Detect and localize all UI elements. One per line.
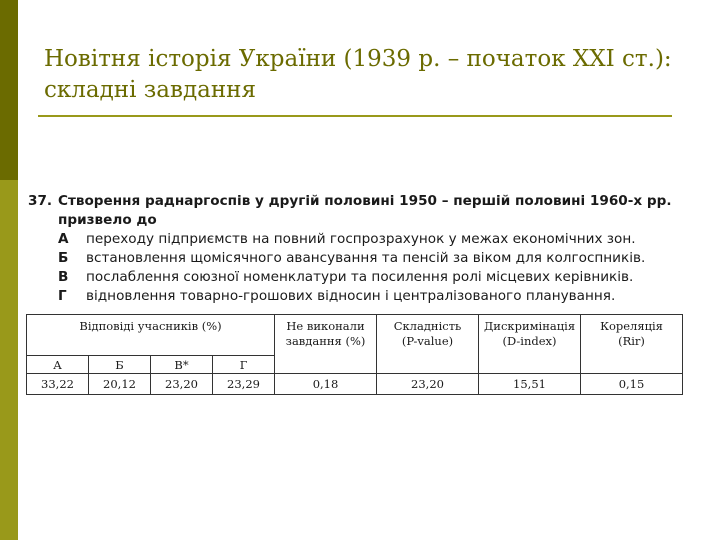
statistics-table — [26, 314, 683, 395]
question-stem-line-2: призвело до — [58, 212, 157, 228]
option-letter: Б — [58, 250, 69, 266]
answer-letter-cell: Б — [89, 356, 151, 374]
slide-title — [44, 44, 704, 106]
answer-value-cell: 20,12 — [89, 374, 151, 395]
option-text: встановлення щомісячного авансування та пенсій за віком для колгоспників. — [86, 250, 646, 266]
header-line: Кореляція — [600, 319, 663, 333]
correlation-value: 0,15 — [581, 374, 683, 395]
discrimination-header — [479, 315, 581, 374]
header-line: (D-index) — [502, 334, 557, 348]
discrimination-value: 15,51 — [479, 374, 581, 395]
title-divider — [38, 115, 672, 117]
header-line: (Rir) — [618, 334, 645, 348]
answer-option-v — [28, 268, 688, 287]
answer-letter-cell: Г — [213, 356, 275, 374]
answer-option-b — [28, 249, 688, 268]
question-stem-text: Створення раднаргоспів у другій половині 1950 – першій половині 1960-х рр. — [58, 193, 672, 209]
option-letter: А — [58, 231, 69, 247]
answer-letter-cell: А — [27, 356, 89, 374]
header-line: завдання (%) — [285, 334, 366, 348]
header-line: Не виконали — [286, 319, 365, 333]
option-text: переходу підприємств на повний госпрозрахунок у межах економічних зон. — [86, 231, 636, 247]
not-done-header — [275, 315, 377, 374]
not-done-value: 0,18 — [275, 374, 377, 395]
option-text: відновлення товарно-грошових відносин і централізованого планування. — [86, 288, 616, 304]
sidebar-accent-dark — [0, 0, 18, 180]
slide-title-line-1: Новітня історія України (1939 р. – початок ХХІ ст.): — [44, 46, 672, 72]
answer-letter-cell: В* — [151, 356, 213, 374]
answer-option-a — [28, 230, 688, 249]
question-number: 37. — [28, 193, 53, 209]
answer-option-g — [28, 287, 688, 306]
header-line: Складність — [393, 319, 462, 333]
correlation-header — [581, 315, 683, 374]
answers-header: Відповіді учасників (%) — [27, 315, 275, 356]
header-line: (P-value) — [401, 334, 454, 348]
answer-value-cell: 23,20 — [151, 374, 213, 395]
header-line: Дискримінація — [483, 319, 576, 333]
option-letter: В — [58, 269, 69, 285]
question-block — [28, 192, 688, 306]
answer-value-cell: 23,29 — [213, 374, 275, 395]
slide-title-line-2: складні завдання — [44, 77, 256, 103]
question-stem-line-1 — [28, 192, 688, 211]
sidebar-accent-light — [0, 180, 18, 540]
difficulty-value: 23,20 — [377, 374, 479, 395]
option-letter: Г — [58, 288, 67, 304]
difficulty-header — [377, 315, 479, 374]
option-text: послаблення союзної номенклатури та посилення ролі місцевих керівників. — [86, 269, 634, 285]
answer-value-cell: 33,22 — [27, 374, 89, 395]
